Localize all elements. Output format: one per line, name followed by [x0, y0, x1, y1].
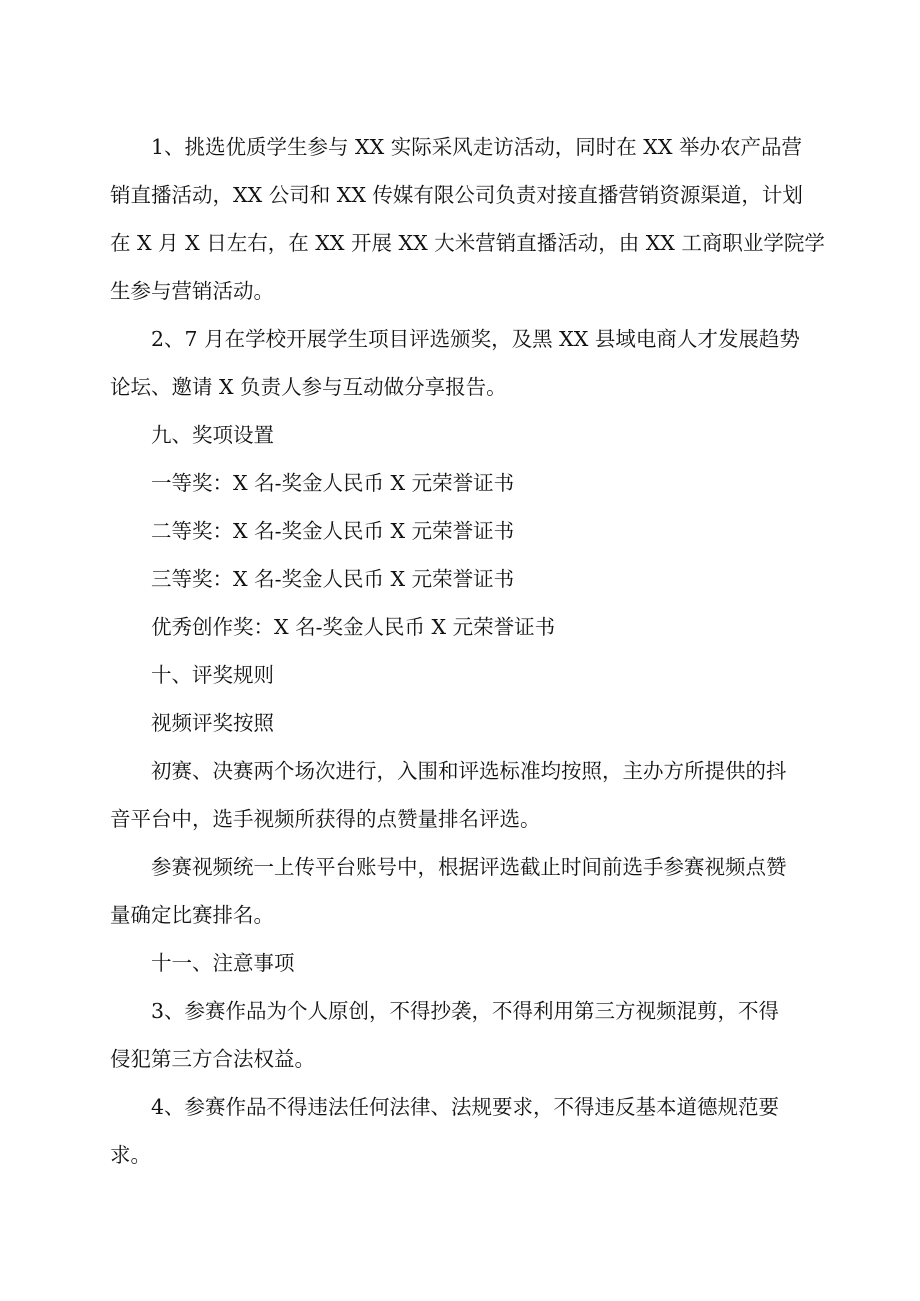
document-page	[110, 123, 825, 1179]
section-heading-notes: 十一、注意事项	[151, 951, 295, 975]
text-line: 2、7 月在学校开展学生项目评选颁奖，及黑 XX 县域电商人才发展趋势	[151, 327, 800, 351]
section-heading-awards: 九、奖项设置	[151, 423, 274, 447]
text-line: 论坛、邀请 X 负责人参与互动做分享报告。	[110, 375, 507, 399]
text-line: 侵犯第三方合法权益。	[110, 1047, 315, 1071]
text-line: 音平台中，选手视频所获得的点赞量排名评选。	[110, 807, 541, 831]
text-line: 4、参赛作品不得违法任何法律、法规要求，不得违反基本道德规范要	[151, 1095, 780, 1119]
paragraph-rule-2	[110, 843, 814, 939]
rule-title: 视频评奖按照	[151, 711, 274, 735]
paragraph-note-3	[110, 987, 814, 1083]
award-first-prize: 一等奖：X 名-奖金人民币 X 元荣誉证书	[151, 471, 515, 495]
paragraph-item-2	[110, 315, 814, 411]
section-heading-rules: 十、评奖规则	[151, 663, 274, 687]
text-line: 生参与营销活动。	[110, 279, 274, 303]
text-line: 参赛视频统一上传平台账号中，根据评选截止时间前选手参赛视频点赞	[151, 855, 787, 879]
award-second-prize: 二等奖：X 名-奖金人民币 X 元荣誉证书	[151, 519, 515, 543]
text-line: 初赛、决赛两个场次进行，入围和评选标准均按照，主办方所提供的抖	[151, 759, 787, 783]
paragraph-note-4	[110, 1083, 814, 1179]
text-line: 销直播活动，XX 公司和 XX 传媒有限公司负责对接直播营销资源渠道，计划	[110, 183, 803, 207]
text-line: 量确定比赛排名。	[110, 903, 274, 927]
text-line: 求。	[110, 1143, 151, 1167]
text-line: 在 X 月 X 日左右，在 XX 开展 XX 大米营销直播活动，由 XX 工商职业学院学	[110, 231, 825, 255]
award-excellent-creation: 优秀创作奖：X 名-奖金人民币 X 元荣誉证书	[151, 615, 556, 639]
text-line: 3、参赛作品为个人原创，不得抄袭，不得利用第三方视频混剪，不得	[151, 999, 780, 1023]
text-line: 1、挑选优质学生参与 XX 实际采风走访活动，同时在 XX 举办农产品营	[151, 135, 802, 159]
paragraph-item-1	[110, 123, 825, 315]
award-third-prize: 三等奖：X 名-奖金人民币 X 元荣誉证书	[151, 567, 515, 591]
paragraph-rule-1	[110, 747, 814, 843]
